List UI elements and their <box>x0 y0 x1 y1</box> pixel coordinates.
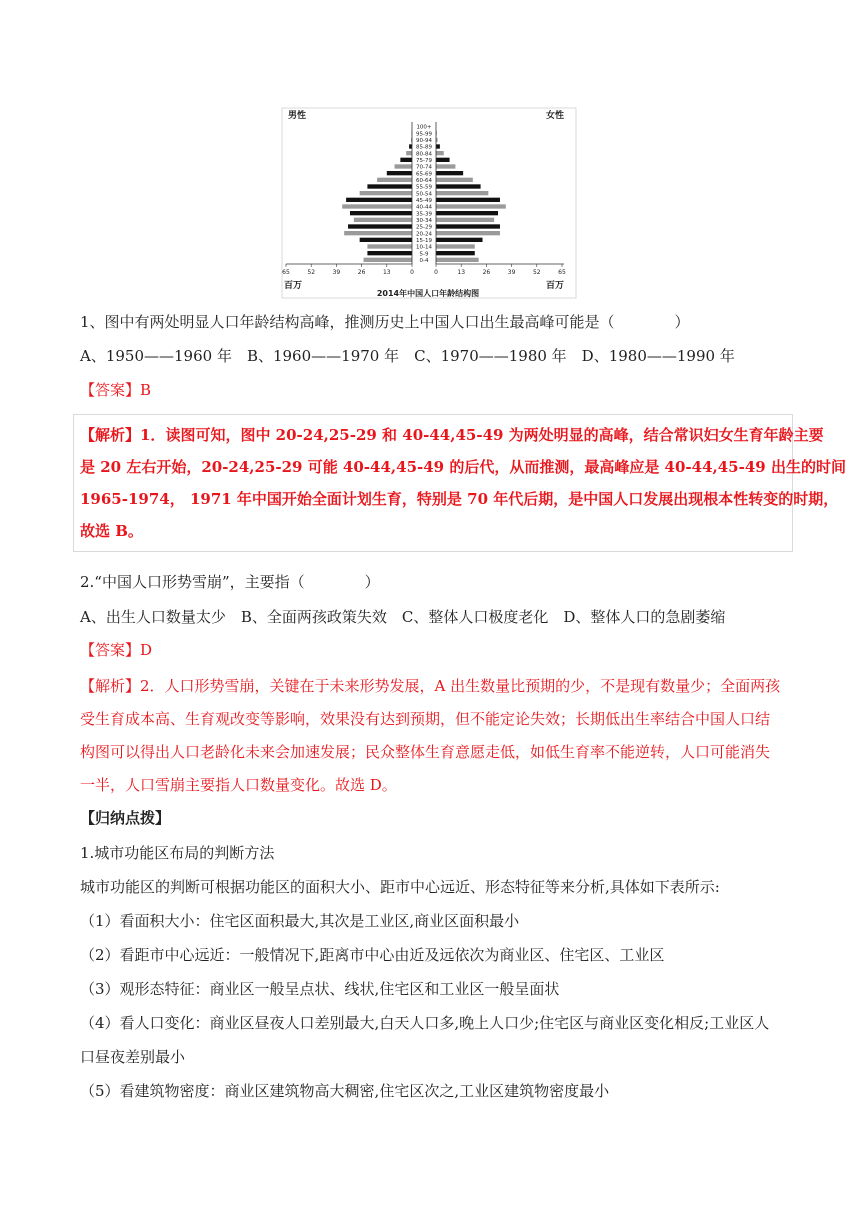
female-bar-55-59 <box>436 184 481 188</box>
summary-line: （5）看建筑物密度：商业区建筑物高大稠密,住宅区次之,工业区建筑物密度最小 <box>80 1082 610 1100</box>
age-label: 20-24 <box>416 231 432 238</box>
female-bar-60-64 <box>436 178 473 182</box>
female-bar-65-69 <box>436 171 463 175</box>
summary-line: 城市功能区的判断可根据功能区的面积大小、距市中心远近、形态特征等来分析,具体如下表所示: <box>80 878 720 896</box>
tick-label: 52 <box>532 269 541 276</box>
population-pyramid-chart <box>278 106 580 302</box>
female-bar-45-49 <box>436 198 500 202</box>
male-bar-10-14 <box>367 244 412 248</box>
age-label: 70-74 <box>416 164 432 171</box>
age-label: 0-4 <box>419 258 429 264</box>
female-bar-50-54 <box>436 191 488 195</box>
summary-heading: 【归纳点拨】 <box>80 809 171 827</box>
age-label: 10-14 <box>416 244 432 251</box>
age-label: 60-64 <box>416 178 432 184</box>
male-bar-45-49 <box>346 198 412 202</box>
male-bar-60-64 <box>377 178 412 182</box>
age-label: 75-79 <box>416 158 432 164</box>
left-unit-label: 百万 <box>284 281 303 291</box>
age-label: 35-39 <box>416 211 432 218</box>
female-bar-10-14 <box>436 244 475 248</box>
female-bar-80-84 <box>436 151 444 155</box>
female-bar-20-24 <box>436 231 500 235</box>
female-bar-5-9 <box>436 251 475 255</box>
female-bar-75-79 <box>436 158 450 162</box>
male-bar-35-39 <box>350 211 412 215</box>
male-label: 男性 <box>288 111 307 121</box>
q1-answer: 【答案】B <box>80 381 152 399</box>
female-bar-35-39 <box>436 211 498 215</box>
summary-line: （4）看人口变化：商业区昼夜人口差别最大,白天人口多,晚上人口少;住宅区与商业区变化相反;工业区人 <box>80 1014 770 1032</box>
tick-label: 13 <box>382 269 391 276</box>
q2-analysis-line: 一半，人口雪崩主要指人口数量变化。故选 D。 <box>80 776 397 794</box>
male-bar-0-4 <box>364 258 412 262</box>
q1-analysis-box <box>73 414 846 552</box>
female-bar-0-4 <box>436 258 479 262</box>
q2-answer: 【答案】D <box>80 641 153 659</box>
tick-label: 26 <box>482 269 491 276</box>
tick-label: 13 <box>457 269 466 276</box>
age-label: 85-89 <box>416 144 432 151</box>
male-bar-55-59 <box>367 184 412 188</box>
age-label: 100+ <box>416 124 432 131</box>
q2-analysis-line: 【解析】2．人口形势雪崩，关键在于未来形势发展，A 出生数量比预期的少，不是现有数量少；全面两孩 <box>80 677 781 695</box>
q1-question: 1、图中有两处明显人口年龄结构高峰，推测历史上中国人口出生最高峰可能是（ ） <box>80 313 690 331</box>
q1-analysis-line: 是 20 左右开始，20-24,25-29 可能 40-44,45-49 的后代，从而推测，最高峰应是 40-44,45-49 出生的时间 <box>80 458 846 476</box>
male-bar-65-69 <box>387 171 412 175</box>
q1-options: A、1950——1960 年 B、1960——1970 年 C、1970——1980 年 D、1980——1990 年 <box>80 347 735 365</box>
female-bar-85-89 <box>436 144 440 148</box>
q1-analysis-line: 1965-1974， 1971 年中国开始全面计划生育，特别是 70 年代后期，是中国人口发展出现根本性转变的时期， <box>80 490 839 508</box>
q2-options: A、出生人口数量太少 B、全面两孩政策失效 C、整体人口极度老化 D、整体人口的急剧萎缩 <box>80 608 726 626</box>
age-label: 80-84 <box>416 151 432 158</box>
female-bar-40-44 <box>436 204 506 208</box>
tick-label: 39 <box>332 269 341 276</box>
age-label: 25-29 <box>416 224 432 231</box>
q2-analysis-line: 受生育成本高、生育观改变等影响，效果没有达到预期，但不能定论失效；长期低出生率结合中国人口结 <box>80 710 771 728</box>
male-bar-80-84 <box>406 151 412 155</box>
right-unit-label: 百万 <box>546 281 565 291</box>
female-label: 女性 <box>546 111 565 121</box>
q1-analysis-line: 【解析】1．读图可知，图中 20-24,25-29 和 40-44,45-49 为两处明显的高峰，结合常识妇女生育年龄主要 <box>80 426 824 444</box>
q2-question: 2.“中国人口形势雪崩”，主要指（ ） <box>80 573 380 591</box>
age-label: 30-34 <box>416 218 432 224</box>
female-bar-15-19 <box>436 238 483 242</box>
male-bar-15-19 <box>360 238 412 242</box>
male-bar-30-34 <box>354 218 412 222</box>
tick-label: 52 <box>307 269 316 276</box>
female-bar-30-34 <box>436 218 494 222</box>
male-bar-85-89 <box>409 144 412 148</box>
summary-line: （2）看距市中心远近：一般情况下,距离市中心由近及远依次为商业区、住宅区、工业区 <box>80 946 665 964</box>
q1-analysis-line: 故选 B。 <box>80 522 143 540</box>
tick-label: 65 <box>282 269 290 276</box>
age-label: 95-99 <box>416 131 432 138</box>
male-bar-75-79 <box>400 158 412 162</box>
age-label: 5-9 <box>419 251 429 258</box>
age-group-labels <box>416 125 432 264</box>
q2-analysis-line: 构图可以得出人口老龄化未来会加速发展；民众整体生育意愿走低，如低生育率不能逆转，人口可能消失 <box>80 743 771 761</box>
male-bar-25-29 <box>348 224 412 228</box>
tick-label: 0 <box>434 269 438 276</box>
tick-label: 0 <box>410 269 414 276</box>
summary-line: 1.城市功能区布局的判断方法 <box>80 844 275 862</box>
tick-label: 39 <box>507 269 516 276</box>
female-bar-25-29 <box>436 224 500 228</box>
summary-line: （1）看面积大小：住宅区面积最大,其次是工业区,商业区面积最小 <box>80 912 520 930</box>
male-bar-40-44 <box>342 204 412 208</box>
male-bar-50-54 <box>360 191 412 195</box>
age-label: 90-94 <box>416 138 432 144</box>
summary-line: （3）观形态特征：商业区一般呈点状、线状,住宅区和工业区一般呈面状 <box>80 980 560 998</box>
age-label: 50-54 <box>416 191 432 198</box>
tick-label: 65 <box>558 269 566 276</box>
age-label: 15-19 <box>416 238 432 244</box>
male-bar-5-9 <box>367 251 412 255</box>
male-bar-20-24 <box>344 231 412 235</box>
chart-title: 2014年中国人口年龄结构图 <box>376 289 480 298</box>
female-bar-70-74 <box>436 164 455 168</box>
summary-line: 口昼夜差别最小 <box>80 1048 186 1066</box>
age-label: 40-44 <box>416 204 432 211</box>
age-label: 45-49 <box>416 198 432 204</box>
male-bar-70-74 <box>395 164 412 168</box>
tick-label: 26 <box>357 269 366 276</box>
age-label: 65-69 <box>416 171 432 178</box>
age-label: 55-59 <box>416 184 432 191</box>
